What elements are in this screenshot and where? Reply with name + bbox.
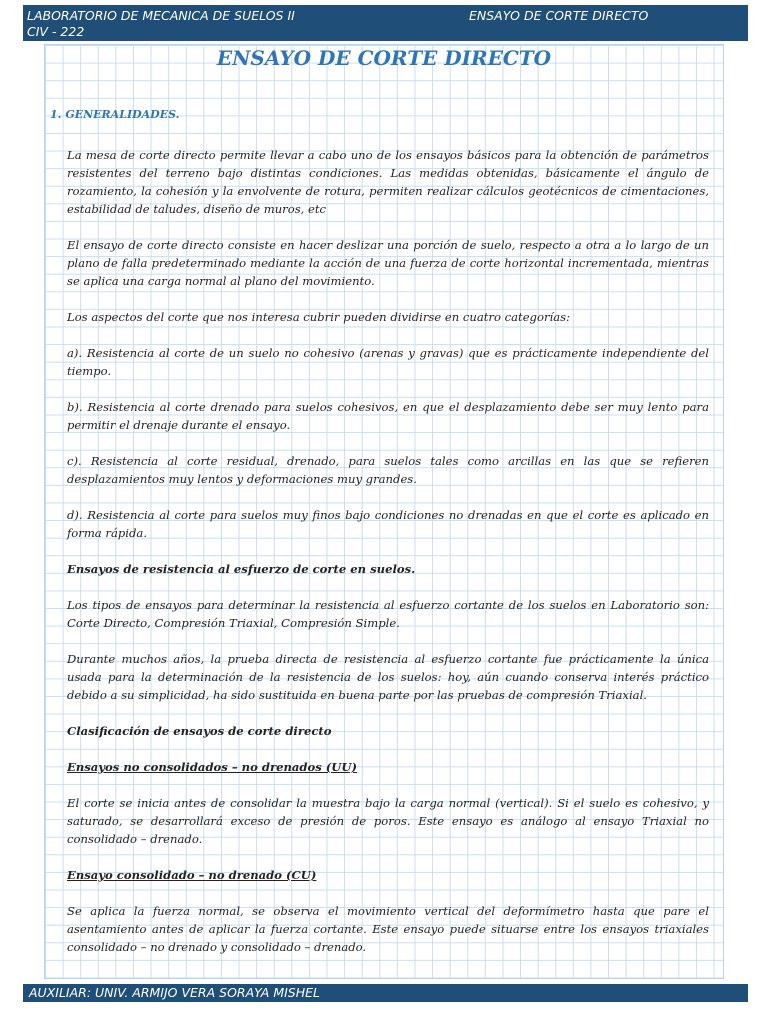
subheading: Clasificación de ensayos de corte directo xyxy=(67,724,332,738)
header-doc-title: ENSAYO DE CORTE DIRECTO xyxy=(469,8,649,23)
section-heading: 1. GENERALIDADES. xyxy=(50,108,180,121)
paragraph: El corte se inicia antes de consolidar la muestra bajo la carga normal (vertical). Si el suelo es cohesivo, y saturado, se desarrollará exceso de presión de poros. Este ensayo es análogo al ensayo Triaxial no consolidado – drenado. xyxy=(67,796,709,846)
paragraph: Durante muchos años, la prueba directa de resistencia al esfuerzo cortante fue prácticamente la única usada para la determinación de la resistencia de los suelos: hoy, aún cuando conserva interés práctico debido a su simplicidad, ha sido sustituida en buena parte por las pruebas de compresión Triaxial. xyxy=(67,652,709,702)
subheading-underlined: Ensayo consolidado – no drenado (CU) xyxy=(67,868,317,882)
subheading: Ensayos de resistencia al esfuerzo de corte en suelos. xyxy=(67,562,416,576)
page-footer: AUXILIAR: UNIV. ARMIJO VERA SORAYA MISHEL xyxy=(23,984,748,1002)
document-body xyxy=(67,146,709,974)
page-header xyxy=(23,5,748,41)
paragraph: La mesa de corte directo permite llevar a cabo uno de los ensayos básicos para la obtención de parámetros resistentes del terreno bajo distintas condiciones. Las medidas obtenidas, básicamente el ángulo de rozamiento, la cohesión y la envolvente de rotura, permiten realizar cálculos geotécnicos de cimentaciones, estabilidad de taludes, diseño de muros, etc xyxy=(67,148,709,216)
paragraph: b). Resistencia al corte drenado para suelos cohesivos, en que el desplazamiento debe ser muy lento para permitir el drenaje durante el ensayo. xyxy=(67,400,709,432)
paragraph: c). Resistencia al corte residual, drenado, para suelos tales como arcillas en las que se refieren desplazamientos muy lentos y deformaciones muy grandes. xyxy=(67,454,709,486)
paragraph: Los aspectos del corte que nos interesa cubrir pueden dividirse en cuatro categorías: xyxy=(67,310,570,324)
paragraph: El ensayo de corte directo consiste en hacer deslizar una porción de suelo, respecto a otra a lo largo de un plano de falla predeterminado mediante la acción de una fuerza de corte horizontal incrementada, mientras se aplica una carga normal al plano del movimiento. xyxy=(67,238,709,288)
paragraph: Se aplica la fuerza normal, se observa el movimiento vertical del deformímetro hasta que pare el asentamiento antes de aplicar la fuerza cortante. Este ensayo puede situarse entre los ensayos triaxiales consolidado – no drenado y consolidado – drenado. xyxy=(67,904,709,954)
page-title: ENSAYO DE CORTE DIRECTO xyxy=(216,46,552,70)
paragraph: d). Resistencia al corte para suelos muy finos bajo condiciones no drenadas en que el corte es aplicado en forma rápida. xyxy=(67,508,709,540)
paragraph: a). Resistencia al corte de un suelo no cohesivo (arenas y gravas) que es prácticamente independiente del tiempo. xyxy=(67,346,709,378)
paragraph: Los tipos de ensayos para determinar la resistencia al esfuerzo cortante de los suelos en Laboratorio son: Corte Directo, Compresión Triaxial, Compresión Simple. xyxy=(67,598,709,630)
lab-name: LABORATORIO DE MECANICA DE SUELOS II xyxy=(27,8,295,23)
course-code: CIV - 222 xyxy=(27,24,85,39)
subheading-underlined: Ensayos no consolidados – no drenados (UU) xyxy=(67,760,358,774)
